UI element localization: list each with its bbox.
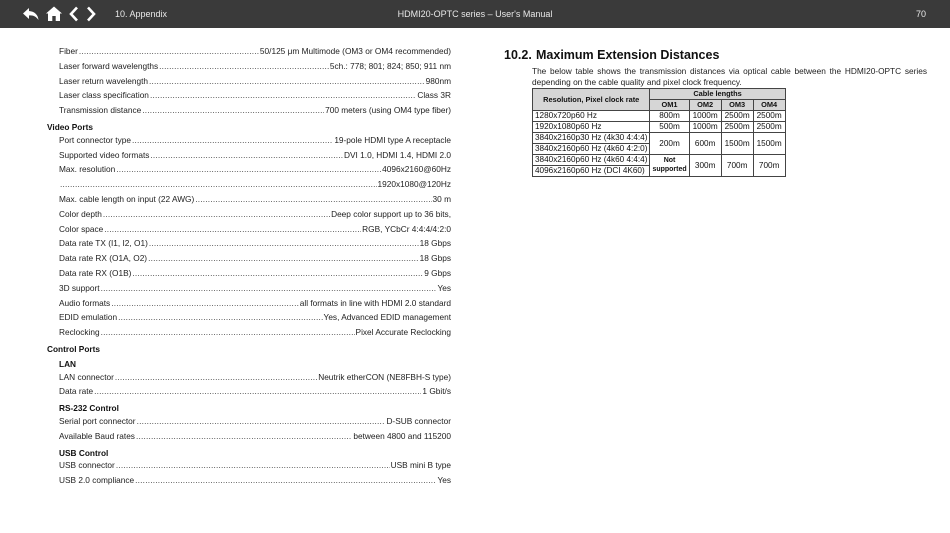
spec-row: Laser class specification ..... Class 3R — [47, 90, 451, 105]
om4-header: OM4 — [753, 100, 785, 111]
extension-distances-section — [504, 46, 927, 175]
om1-header: OM1 — [650, 100, 689, 111]
spec-row: ..... 1920x1080@120Hz — [47, 179, 451, 194]
top-bar — [0, 0, 950, 28]
om2-header: OM2 — [689, 100, 721, 111]
table-row: 3840x2160p60 Hz (4k60 4:4:4) Not supported 300m 700m 700m — [533, 155, 786, 166]
spec-row: Color depth ..... Deep color support up to 36 bits, — [47, 209, 451, 224]
table-row: 1920x1080p60 Hz 500m 1000m 2500m 2500m — [533, 122, 786, 133]
spec-row: Color space ..... RGB, YCbCr 4:4:4/4:2:0 — [47, 224, 451, 239]
page-number: 70 — [915, 9, 926, 19]
extension-distance-table — [532, 88, 786, 177]
spec-row: Max. resolution ..... 4096x2160@60Hz — [47, 164, 451, 179]
spec-row: 3D support ..... Yes — [47, 283, 451, 298]
spec-row: Available Baud rates ..... between 4800 and 115200 — [47, 431, 451, 446]
usb-heading: USB Control — [59, 447, 109, 458]
table-row: 3840x2160p30 Hz (4k30 4:4:4) 200m 600m 1500m 1500m — [533, 133, 786, 144]
specifications-column — [47, 46, 451, 490]
spec-row: Max. cable length on input (22 AWG) ..... 30 m — [47, 194, 451, 209]
spec-row: Port connector type ..... 19-pole HDMI type A receptacle — [47, 135, 451, 150]
spec-row: Serial port connector ..... D-SUB connector — [47, 416, 451, 431]
spec-row: Reclocking ..... Pixel Accurate Reclocking — [47, 327, 451, 342]
spec-row: Data rate RX (O1A, O2) ..... 18 Gbps — [47, 253, 451, 268]
resolution-header: Resolution, Pixel clock rate — [533, 89, 650, 111]
cable-lengths-header: Cable lengths — [650, 89, 785, 100]
spec-row: Laser forward wavelengths ..... 5ch.: 778; 801; 824; 850; 911 nm — [47, 61, 451, 76]
spec-row: Data rate TX (I1, I2, O1) ..... 18 Gbps — [47, 238, 451, 253]
spec-row: Data rate ..... 1 Gbit/s — [47, 386, 451, 401]
spec-row: Laser return wavelength ..... 980nm — [47, 76, 451, 91]
chapter-label: 10. Appendix — [115, 9, 168, 19]
spec-row: Fiber ..... 50/125 μm Multimode (OM3 or OM4 recommended) — [47, 46, 451, 61]
section-title-text: Maximum Extension Distances — [536, 48, 720, 62]
spec-row: Data rate RX (O1B) ..... 9 Gbps — [47, 268, 451, 283]
spec-row: Supported video formats ..... DVI 1.0, HDMI 1.4, HDMI 2.0 — [47, 150, 451, 165]
document-title: HDMI20-OPTC series – User's Manual — [397, 9, 553, 19]
control-ports-heading: Control Ports — [47, 343, 101, 354]
om3-header: OM3 — [721, 100, 753, 111]
rs232-heading: RS-232 Control — [59, 403, 119, 414]
video-ports-heading: Video Ports — [47, 121, 93, 132]
section-number: 10.2. — [504, 48, 532, 62]
section-title — [504, 46, 927, 64]
spec-row: LAN connector ..... Neutrik etherCON (NE8FBH-S type) — [47, 372, 451, 387]
table-row: 4096x2160p60 Hz (DCI 4K60) — [533, 166, 786, 177]
spec-row: USB connector ..... USB mini B type — [47, 460, 451, 475]
spec-row: EDID emulation ..... Yes, Advanced EDID management — [47, 312, 451, 327]
section-paragraph: The below table shows the transmission distances via optical cable between the HDMI20-OPTC series depending on the cable quality and pixel clock frequency. — [532, 66, 927, 87]
spec-row: USB 2.0 compliance ..... Yes — [47, 475, 451, 490]
table-row: 3840x2160p60 Hz (4k60 4:2:0) — [533, 144, 786, 155]
lan-heading: LAN — [59, 358, 77, 369]
table-row: 1280x720p60 Hz 800m 1000m 2500m 2500m — [533, 111, 786, 122]
spec-row: Transmission distance ..... 700 meters (using OM4 type fiber) — [47, 105, 451, 120]
spec-row: Audio formats ..... all formats in line with HDMI 2.0 standard — [47, 298, 451, 313]
